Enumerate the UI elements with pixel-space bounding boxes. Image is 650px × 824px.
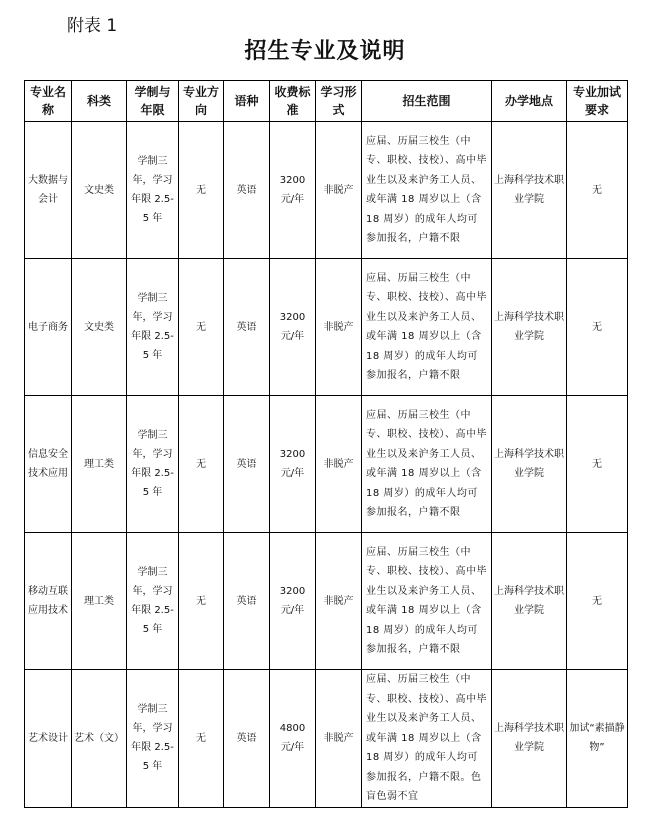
cell-scope: 应届、历届三校生（中专、职校、技校）、高中毕业生以及来沪务工人员、或年满 18 周岁以上（含 18 周岁）的成年人均可参加报名，户籍不限 xyxy=(362,533,492,670)
page-title: 招生专业及说明 xyxy=(244,38,406,64)
cell-duration: 学制三年，学习年限 2.5-5 年 xyxy=(127,670,179,808)
cell-scope: 应届、历届三校生（中专、职校、技校）、高中毕业生以及来沪务工人员、或年满 18 周岁以上（含 18 周岁）的成年人均可参加报名，户籍不限 xyxy=(362,396,492,533)
cell-name: 大数据与会计 xyxy=(25,122,72,259)
cell-name: 信息安全技术应用 xyxy=(25,396,72,533)
cell-mode: 非脱产 xyxy=(316,122,362,259)
cell-extra: 加试“素描静物” xyxy=(567,670,628,808)
cell-duration: 学制三年，学习年限 2.5-5 年 xyxy=(127,122,179,259)
table-row xyxy=(25,670,628,808)
cell-fee: 3200 元/年 xyxy=(270,396,316,533)
cell-fee: 3200 元/年 xyxy=(270,259,316,396)
cell-direction: 无 xyxy=(179,396,224,533)
cell-scope: 应届、历届三校生（中专、职校、技校）、高中毕业生以及来沪务工人员、或年满 18 周岁以上（含 18 周岁）的成年人均可参加报名，户籍不限 xyxy=(362,122,492,259)
header-row xyxy=(25,81,628,122)
table-row xyxy=(25,122,628,259)
cell-category: 文史类 xyxy=(72,259,127,396)
header-duration: 学制与年限 xyxy=(127,81,179,122)
cell-location: 上海科学技术职业学院 xyxy=(492,259,567,396)
cell-extra: 无 xyxy=(567,533,628,670)
cell-direction: 无 xyxy=(179,259,224,396)
cell-location: 上海科学技术职业学院 xyxy=(492,670,567,808)
cell-language: 英语 xyxy=(224,122,270,259)
cell-name: 艺术设计 xyxy=(25,670,72,808)
header-fee: 收费标准 xyxy=(270,81,316,122)
cell-duration: 学制三年，学习年限 2.5-5 年 xyxy=(127,259,179,396)
header-category: 科类 xyxy=(72,81,127,122)
header-scope: 招生范围 xyxy=(362,81,492,122)
cell-direction: 无 xyxy=(179,670,224,808)
cell-scope: 应届、历届三校生（中专、职校、技校）、高中毕业生以及来沪务工人员、或年满 18 周岁以上（含 18 周岁）的成年人均可参加报名，户籍不限。色盲色弱不宜 xyxy=(362,670,492,808)
cell-category: 文史类 xyxy=(72,122,127,259)
cell-fee: 3200 元/年 xyxy=(270,533,316,670)
header-language: 语种 xyxy=(224,81,270,122)
header-name: 专业名称 xyxy=(25,81,72,122)
cell-language: 英语 xyxy=(224,259,270,396)
cell-mode: 非脱产 xyxy=(316,670,362,808)
cell-category: 理工类 xyxy=(72,396,127,533)
cell-fee: 3200 元/年 xyxy=(270,122,316,259)
cell-extra: 无 xyxy=(567,259,628,396)
cell-location: 上海科学技术职业学院 xyxy=(492,396,567,533)
cell-location: 上海科学技术职业学院 xyxy=(492,122,567,259)
cell-language: 英语 xyxy=(224,533,270,670)
cell-duration: 学制三年，学习年限 2.5-5 年 xyxy=(127,533,179,670)
cell-scope: 应届、历届三校生（中专、职校、技校）、高中毕业生以及来沪务工人员、或年满 18 周岁以上（含 18 周岁）的成年人均可参加报名，户籍不限 xyxy=(362,259,492,396)
cell-mode: 非脱产 xyxy=(316,533,362,670)
cell-mode: 非脱产 xyxy=(316,259,362,396)
cell-category: 艺术（文） xyxy=(72,670,127,808)
header-extra: 专业加试要求 xyxy=(567,81,628,122)
cell-direction: 无 xyxy=(179,122,224,259)
cell-extra: 无 xyxy=(567,396,628,533)
header-location: 办学地点 xyxy=(492,81,567,122)
cell-category: 理工类 xyxy=(72,533,127,670)
table-row xyxy=(25,533,628,670)
cell-language: 英语 xyxy=(224,670,270,808)
cell-name: 移动互联应用技术 xyxy=(25,533,72,670)
cell-extra: 无 xyxy=(567,122,628,259)
header-mode: 学习形式 xyxy=(316,81,362,122)
header-direction: 专业方向 xyxy=(179,81,224,122)
majors-table xyxy=(24,80,628,808)
cell-direction: 无 xyxy=(179,533,224,670)
cell-language: 英语 xyxy=(224,396,270,533)
cell-duration: 学制三年，学习年限 2.5-5 年 xyxy=(127,396,179,533)
table-row xyxy=(25,259,628,396)
cell-location: 上海科学技术职业学院 xyxy=(492,533,567,670)
cell-fee: 4800 元/年 xyxy=(270,670,316,808)
table-row xyxy=(25,396,628,533)
cell-name: 电子商务 xyxy=(25,259,72,396)
cell-mode: 非脱产 xyxy=(316,396,362,533)
appendix-label: 附表 1 xyxy=(67,16,118,36)
